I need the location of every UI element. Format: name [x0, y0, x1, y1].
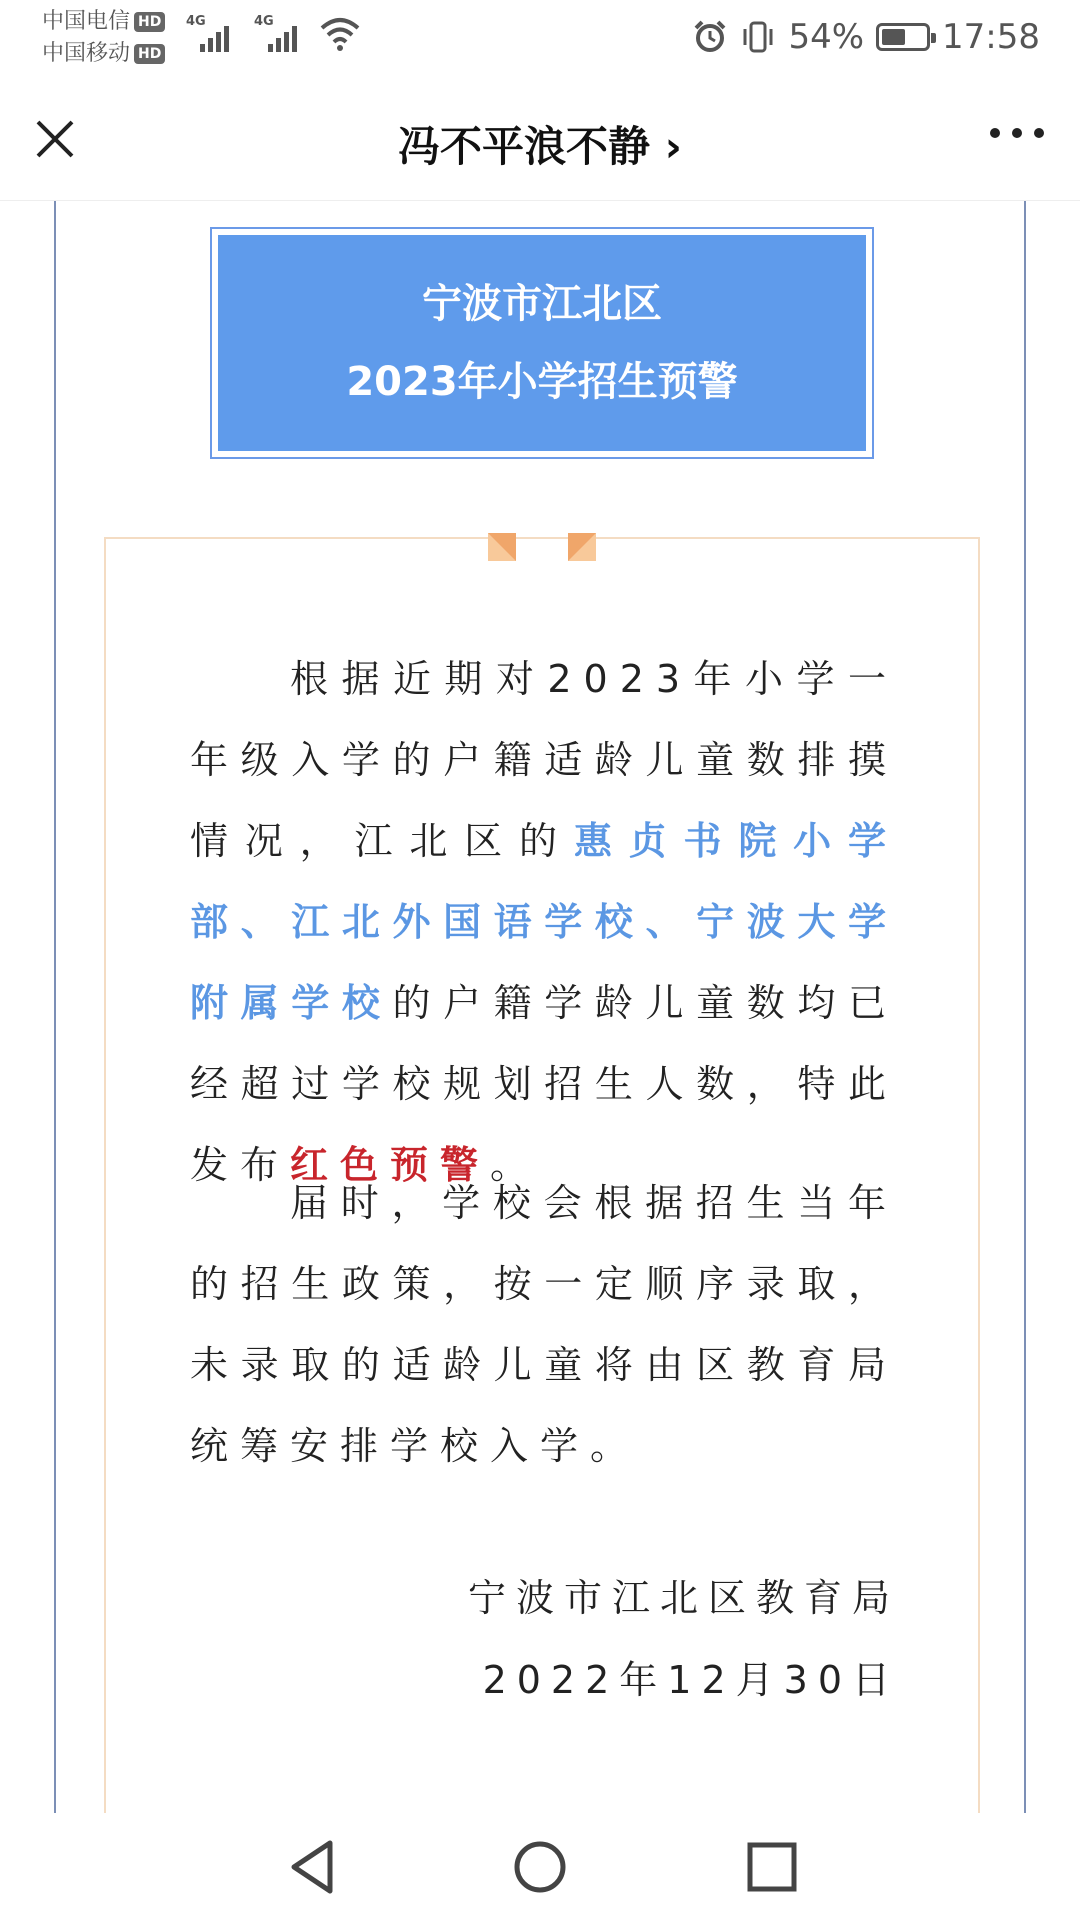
carrier-info: [42, 6, 165, 70]
carrier-1: 中国电信: [42, 9, 131, 34]
home-icon[interactable]: [512, 1837, 568, 1897]
status-bar: [0, 0, 1080, 78]
paragraph-1-end: 。: [490, 1143, 541, 1187]
battery-icon: [876, 23, 930, 51]
account-title[interactable]: 冯不平浪不静 ›: [398, 122, 682, 171]
notice-paragraph-1: [190, 639, 898, 1206]
signature-date: 2022年12月30日: [482, 1658, 900, 1702]
right-border-line: [1024, 201, 1026, 1813]
status-right: [692, 14, 1040, 60]
notice-card: [104, 537, 980, 1813]
paragraph-1-body: 的户籍学龄儿童数均已经超过学校规划招生人数，特此发布: [190, 981, 898, 1187]
corner-decoration-icon: [568, 533, 596, 561]
left-border-line: [54, 201, 56, 1813]
battery-fill: [882, 29, 905, 45]
notice-paragraph-2: 届时，学校会根据招生当年的招生政策，按一定顺序录取，未录取的适龄儿童将由区教育局统筹安排学校入学。: [190, 1181, 898, 1468]
nav-bar: [0, 78, 1080, 201]
signal-2-icon: [254, 14, 300, 54]
signature-org: 宁波市江北区教育局: [467, 1576, 900, 1620]
signal-indicators: [186, 14, 300, 54]
battery-percent: 54%: [788, 17, 865, 57]
signal-1-icon: [186, 14, 232, 54]
school-list-highlight: 惠贞书院小学部、江北外国语学校、宁波大学附属学校: [190, 819, 898, 1025]
back-icon[interactable]: [284, 1837, 340, 1897]
paragraph-1-intro: 根据近期对2023年小学一年级入学的户籍适龄儿童数排摸情况，江北区的: [190, 657, 898, 863]
headline-line-1: 宁波市江北区: [422, 281, 662, 327]
carrier-2: 中国移动: [42, 41, 131, 66]
red-alert-highlight: 红色预警: [290, 1143, 491, 1187]
network-type-2: 4G: [254, 14, 274, 29]
clock: 17:58: [942, 17, 1040, 57]
hd-badge: HD: [134, 12, 165, 32]
corner-decoration-icon: [488, 533, 516, 561]
recent-apps-icon[interactable]: [744, 1837, 800, 1897]
alarm-icon: [692, 19, 728, 55]
system-nav-bar: [0, 1813, 1080, 1920]
article-content: [0, 201, 1080, 1813]
vibrate-icon: [740, 19, 776, 55]
more-options-icon[interactable]: [990, 128, 1044, 138]
network-type-1: 4G: [186, 14, 206, 29]
hd-badge: HD: [134, 44, 165, 64]
headline-box: [210, 227, 874, 459]
headline-line-2: 2023年小学招生预警: [346, 359, 738, 405]
wifi-icon: [318, 14, 362, 54]
